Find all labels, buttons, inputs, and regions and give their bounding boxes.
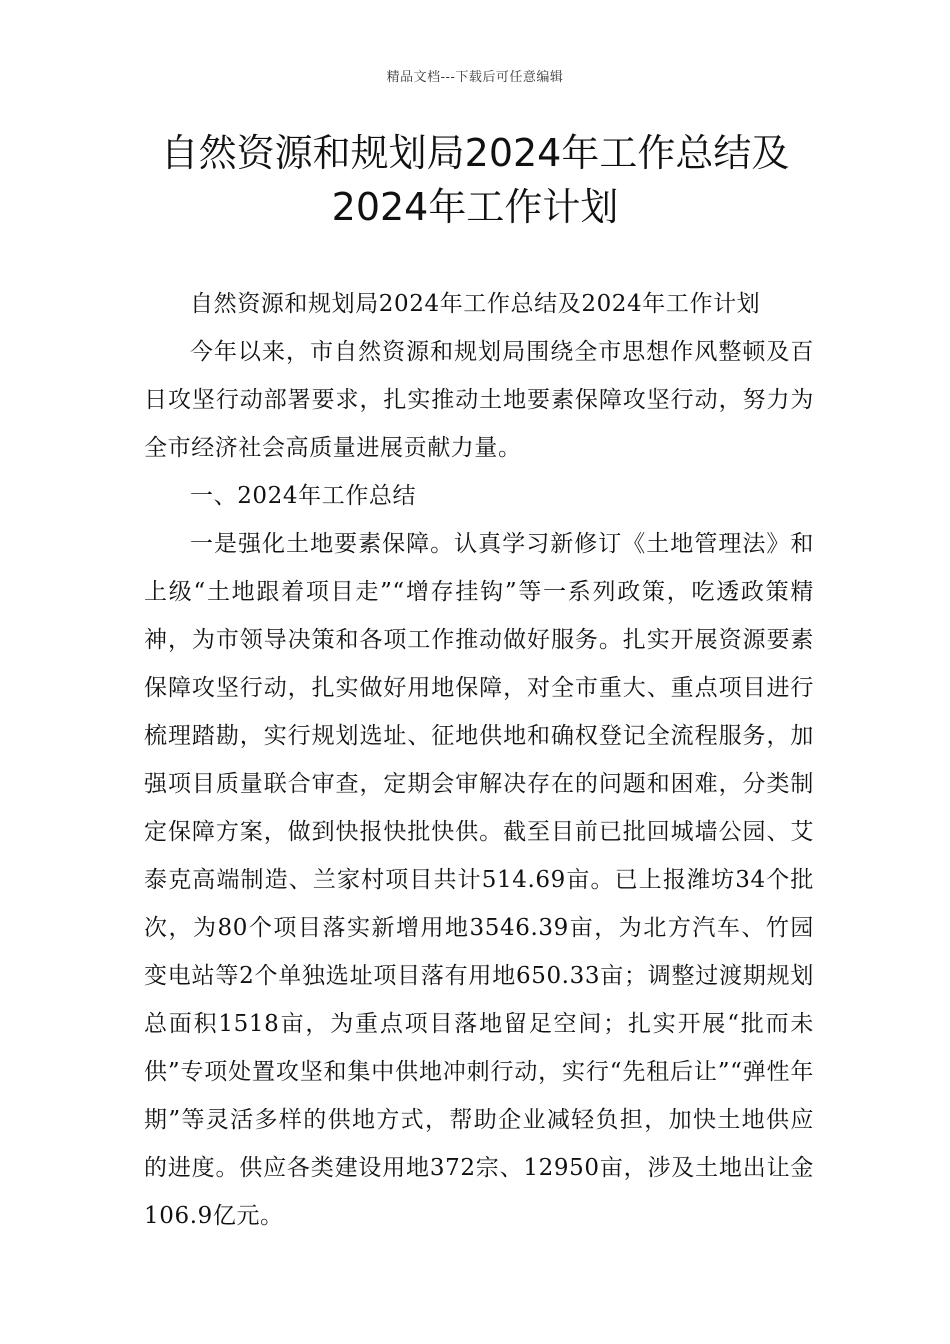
body-paragraph: 一是强化土地要素保障。认真学习新修订《土地管理法》和上级“土地跟着项目走”“增存挂钩”等一系列政策，吃透政策精神，为市领导决策和各项工作推动做好服务。扎实开展资源要素保障攻坚行动，扎实做好用地保障，对全市重大、重点项目进行梳理踏勘，实行规划选址、征地供地和确权登记全流程服务，加强项目质量联合审查，定期会审解决存在的问题和困难，分类制定保障方案，做到快报快批快供。截至目前已批回城墙公园、艾泰克高端制造、兰家村项目共计514.69亩。已上报潍坊34个批次，为80个项目落实新增用地3546.39亩，为北方汽车、竹园变电站等2个单独选址项目落有用地650.33亩；调整过渡期规划总面积1518亩，为重点项目落地留足空间；扎实开展“批而未供”专项处置攻坚和集中供地冲刺行动，实行“先租后让”“弹性年期”等灵活多样的供地方式，帮助企业减轻负担，加快土地供应的进度。供应各类建设用地372宗、12950亩，涉及土地出让金106.9亿元。	[144, 531, 814, 1229]
title-line-1: 自然资源和规划局2024年工作总结及	[160, 131, 790, 175]
intro-paragraph: 今年以来，市自然资源和规划局围绕全市思想作风整顿及百日攻坚行动部署要求，扎实推动土地要素保障攻坚行动，努力为全市经济社会高质量进展贡献力量。	[144, 339, 814, 461]
header-note: 精品文档---下载后可任意编辑	[386, 70, 564, 85]
subtitle-paragraph: 自然资源和规划局2024年工作总结及2024年工作计划	[190, 291, 761, 317]
document-body	[144, 280, 814, 1240]
section-heading: 一、2024年工作总结	[190, 483, 417, 509]
document-title	[100, 126, 850, 234]
title-line-2: 2024年工作计划	[331, 185, 619, 229]
